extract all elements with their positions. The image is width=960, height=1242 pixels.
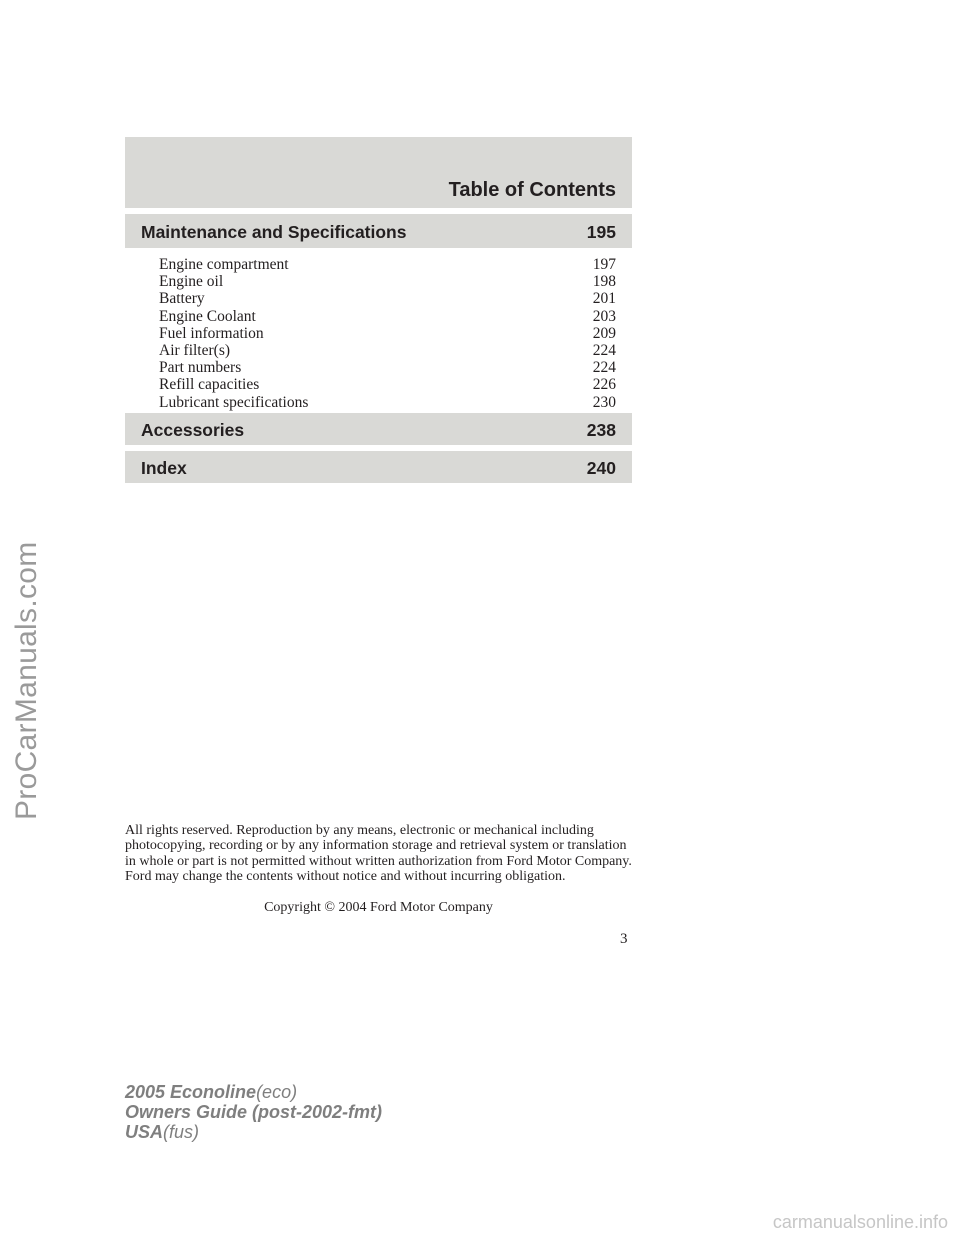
- meta-model-line: [125, 1082, 382, 1102]
- entry-label: Engine oil: [159, 273, 224, 291]
- entry-label: Air filter(s): [159, 341, 231, 359]
- page-number: 3: [620, 931, 628, 947]
- section-page: 238: [586, 420, 616, 440]
- toc-entry[interactable]: [159, 342, 616, 359]
- watermark-text: ProCarManuals.com: [10, 541, 43, 820]
- entry-page: 203: [592, 307, 616, 325]
- toc-entry[interactable]: [159, 359, 616, 376]
- section-label: Accessories: [141, 420, 245, 440]
- toc-entry-list: [159, 256, 616, 411]
- rights-notice: All rights reserved. Reproduction by any means, electronic or mechanical including photocopying, recording or by any information storage and retrieval system or translation in whole or part is not permitted without written authorization from Ford Motor Company. Ford may change the contents without notice and without incurring obligation.: [125, 823, 632, 884]
- entry-label: Refill capacities: [159, 376, 260, 394]
- copyright-notice: Copyright © 2004 Ford Motor Company: [264, 900, 493, 915]
- section-accessories[interactable]: [125, 413, 632, 445]
- meta-region: USA: [125, 1122, 164, 1142]
- entry-page: 224: [592, 341, 616, 359]
- toc-entry[interactable]: [159, 290, 616, 307]
- entry-label: Lubricant specifications: [159, 393, 309, 411]
- entry-page: 209: [592, 324, 616, 342]
- page-title: Table of Contents: [448, 179, 616, 201]
- entry-page: 224: [592, 359, 616, 377]
- toc-entry[interactable]: [159, 273, 616, 290]
- document-meta: [125, 1082, 382, 1142]
- section-label: Maintenance and Specifications: [141, 222, 407, 242]
- entry-page: 201: [592, 290, 616, 308]
- entry-label: Fuel information: [159, 324, 264, 342]
- entry-page: 198: [592, 273, 616, 291]
- section-maintenance[interactable]: [125, 214, 632, 248]
- toc-entry[interactable]: [159, 308, 616, 325]
- toc-entry[interactable]: [159, 394, 616, 411]
- entry-page: 230: [592, 393, 616, 411]
- site-watermark: carmanualsonline.info: [772, 1212, 948, 1232]
- section-index[interactable]: [125, 451, 632, 483]
- entry-label: Engine Coolant: [159, 307, 256, 325]
- meta-region-line: [125, 1122, 382, 1142]
- entry-label: Engine compartment: [159, 256, 289, 273]
- section-page: 240: [586, 458, 616, 478]
- meta-region-code: (fus): [163, 1122, 200, 1142]
- toc-entry[interactable]: [159, 376, 616, 393]
- meta-model-code: (eco): [256, 1082, 298, 1102]
- entry-page: 197: [592, 256, 616, 273]
- section-page: 195: [586, 222, 616, 242]
- entry-label: Battery: [159, 290, 205, 308]
- meta-guide-line: [125, 1102, 382, 1122]
- toc-entry[interactable]: [159, 256, 616, 273]
- meta-guide: Owners Guide (post-2002-fmt): [125, 1102, 383, 1122]
- toc-header: [125, 137, 632, 208]
- meta-model: 2005 Econoline: [125, 1082, 257, 1102]
- section-label: Index: [141, 458, 187, 478]
- toc-entry[interactable]: [159, 325, 616, 342]
- entry-page: 226: [592, 376, 616, 394]
- entry-label: Part numbers: [159, 359, 242, 377]
